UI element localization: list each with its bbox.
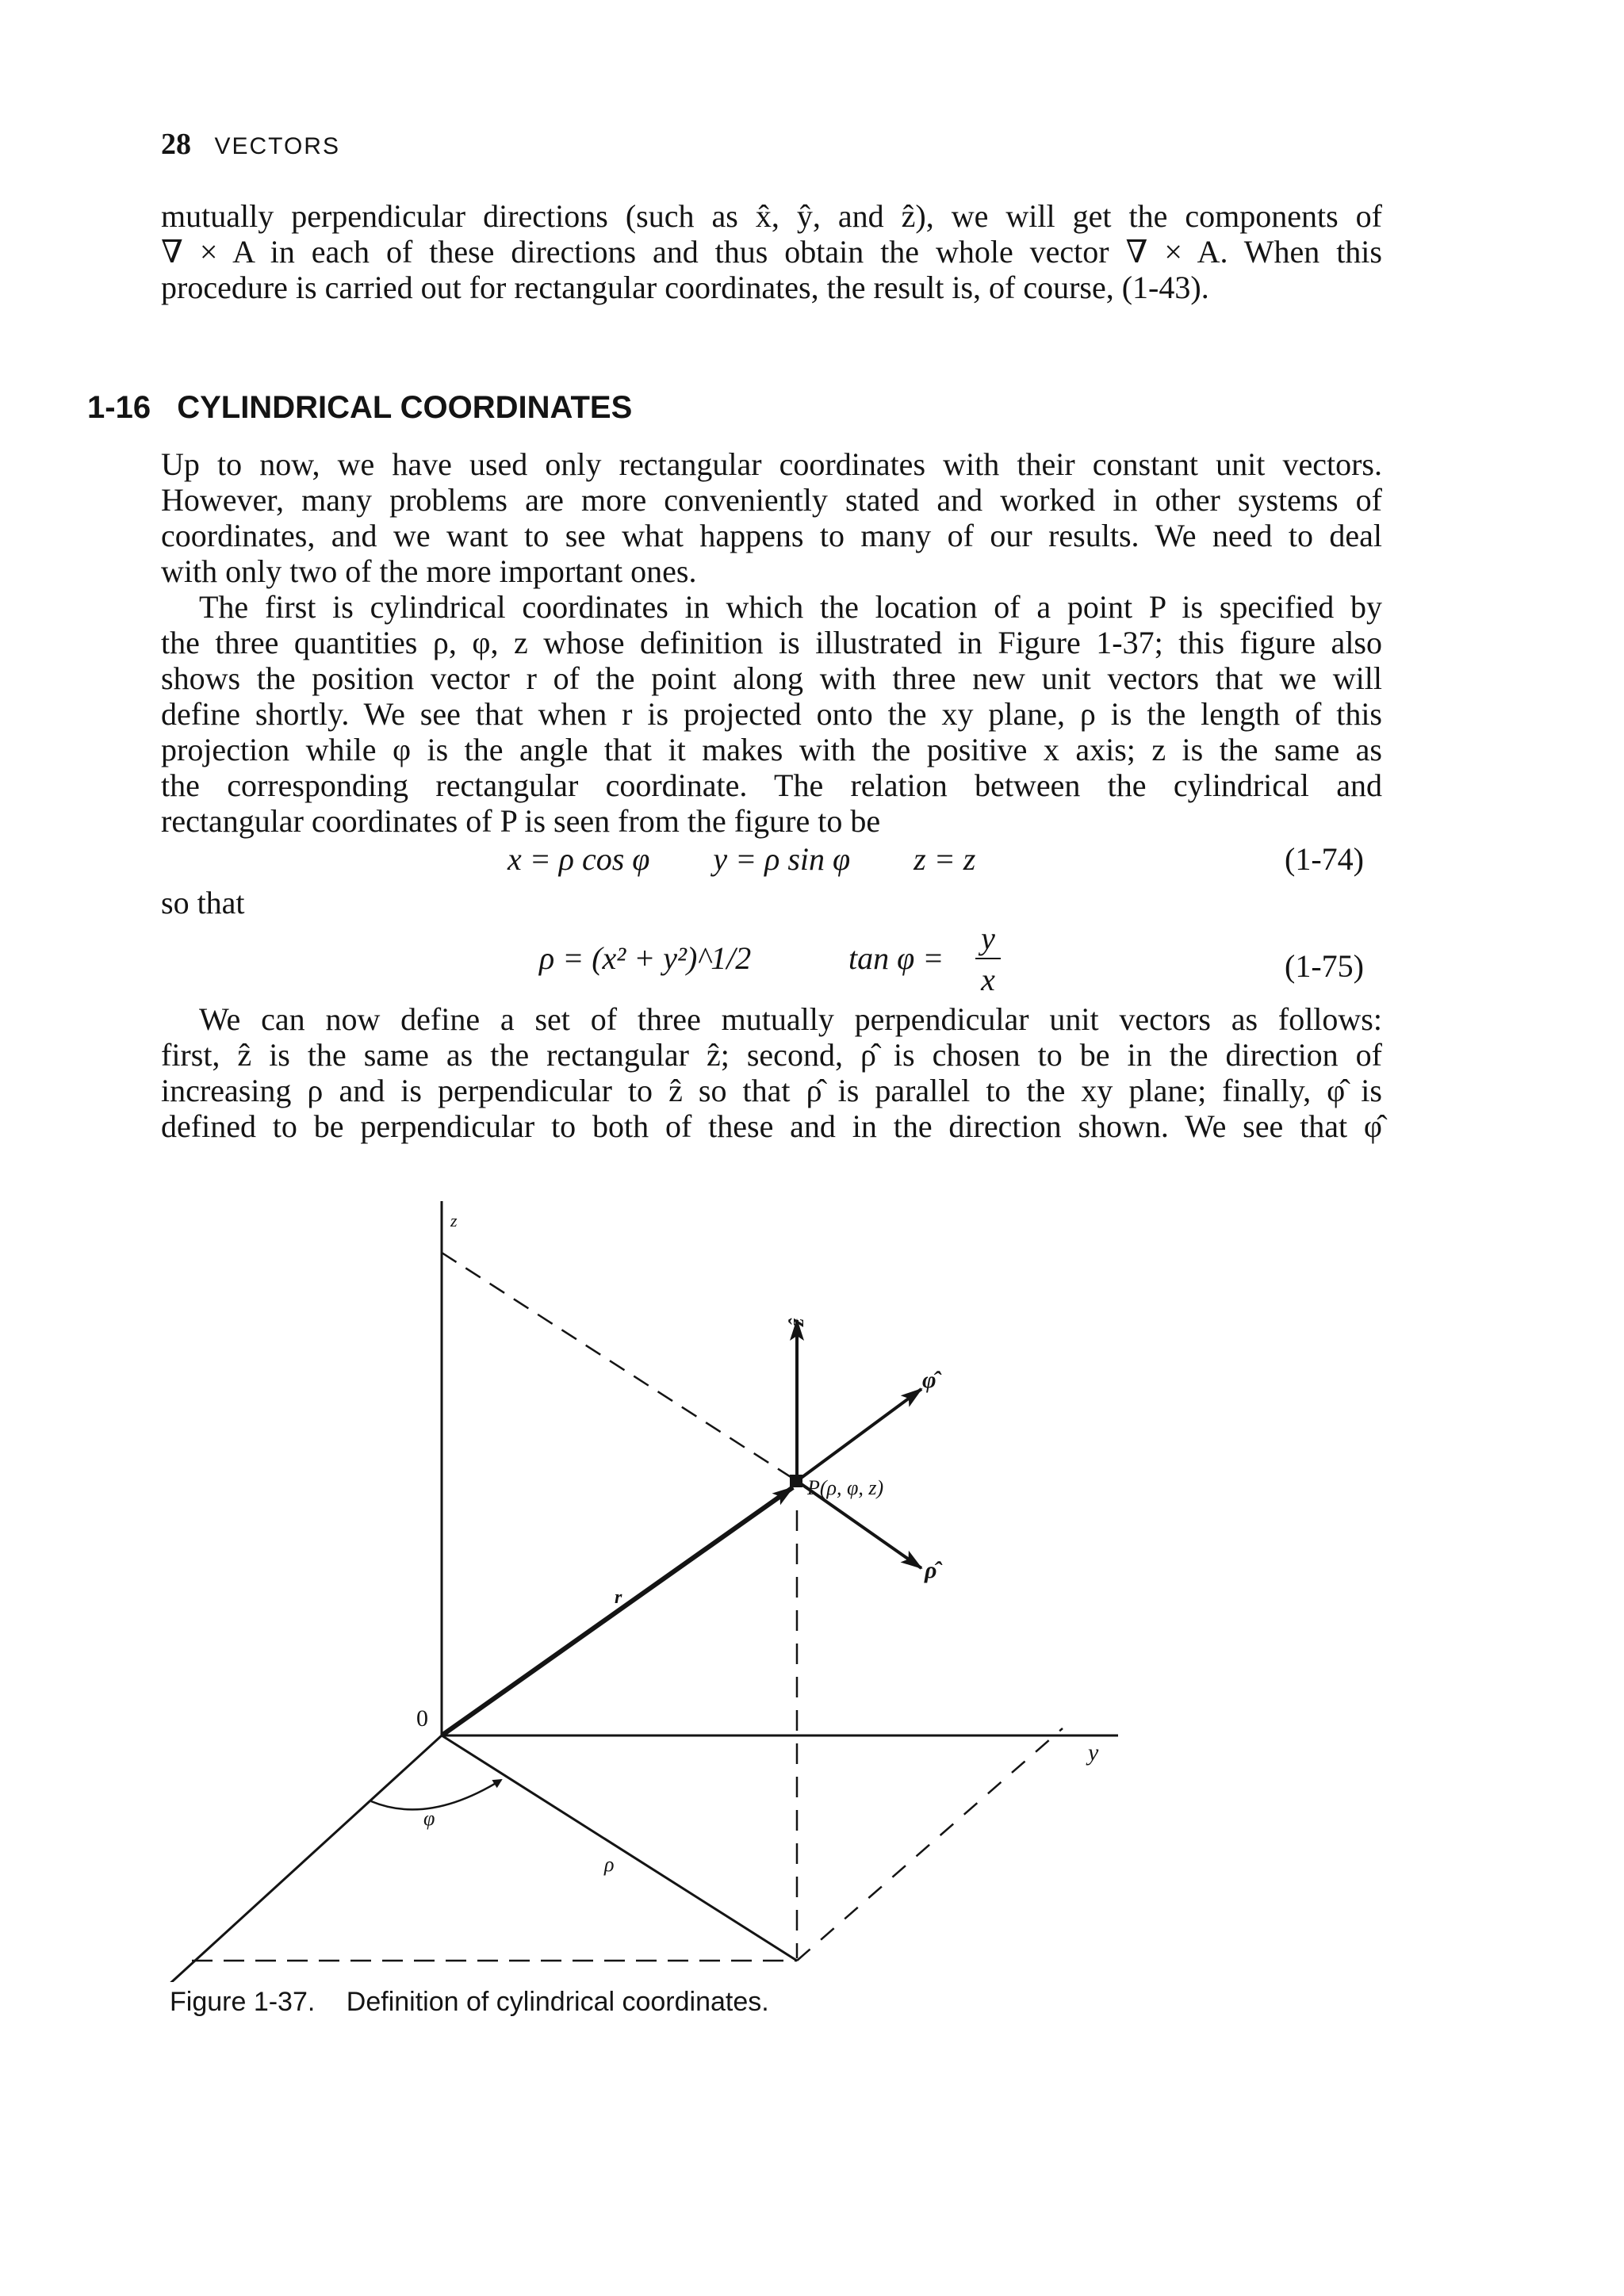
rho-length-label: ρ [604,1853,615,1876]
running-head [161,127,340,162]
point-p-label: P(ρ, φ, z) [807,1476,884,1499]
figure-caption-text: Definition of cylindrical coordinates. [346,1987,769,2017]
section-number: 1-16 [87,390,151,425]
text-line: with only two of the more important ones. [161,553,697,589]
text-line: projection while φ is the angle that it makes with the positive x axis; z is the same as [161,732,1382,767]
fraction-numerator: y [981,920,995,956]
phi-hat-label: φ̂ [922,1367,936,1393]
text-line: the three quantities ρ, φ, z whose definition is illustrated in Figure 1-37; this figure also [161,625,1382,660]
text-line: first, ẑ is the same as the rectangular ẑ; second, ρ̂ is chosen to be in the direction of [161,1037,1382,1073]
equation-1-74: x = ρ cos φ y = ρ sin φ z = z [508,841,976,877]
figure-caption [170,1987,769,2018]
dashed-line-parallel-x [797,1728,1063,1961]
so-that-text: so that [161,885,245,920]
equation-number: (1-75) [1285,948,1364,984]
section-heading [87,390,632,426]
cylindrical-coordinates-figure [0,1189,1624,1982]
phi-hat-vector [797,1389,921,1481]
text-line: rectangular coordinates of P is seen from the figure to be [161,803,881,839]
text-line: the corresponding rectangular coordinate. The relation between the cylindrical and [161,767,1382,803]
running-title: VECTORS [214,133,340,159]
position-vector-r [442,1487,793,1735]
equation-1-75-rho: ρ = (x² + y²)^1/2 [539,940,752,976]
dashed-line-z-to-p [442,1253,797,1481]
page-number: 28 [161,128,191,161]
text-line: procedure is carried out for rectangular coordinates, the result is, of course, (1-43). [161,270,1209,305]
text-line: shows the position vector r of the point along with three new unit vectors that we will [161,660,1382,696]
paragraph-overview [161,446,1382,589]
fraction-denominator: x [981,962,995,997]
text-line: However, many problems are more conveniently stated and worked in other systems of [161,482,1382,518]
text-line: defined to be perpendicular to both of these and in the direction shown. We see that φ̂ [161,1108,1382,1144]
origin-label: 0 [416,1705,428,1732]
phi-angle-arc [371,1780,501,1809]
text-line: define shortly. We see that when r is projected onto the xy plane, ρ is the length of this [161,696,1382,732]
text-line: coordinates, and we want to see what happens to many of our results. We need to deal [161,518,1382,553]
text-line: increasing ρ and is perpendicular to ẑ so that ρ̂ is parallel to the xy plane; finally, φ̂ is [161,1073,1382,1108]
phi-angle-label: φ [423,1807,435,1830]
paragraph-unit-vectors [161,1001,1382,1144]
point-p-marker [790,1475,802,1487]
text-line: ∇ × A in each of these directions and thus obtain the whole vector ∇ × A. When this [161,234,1382,270]
rho-hat-label: ρ̂ [925,1557,937,1583]
x-axis-line [159,1735,442,1982]
text-line: Up to now, we have used only rectangular coordinates with their constant unit vectors. [161,446,1382,482]
figure-number: Figure 1-37. [170,1987,316,2017]
paragraph-intro-continuation [161,198,1382,305]
fraction-bar [975,958,1001,959]
y-axis-label: y [1088,1739,1099,1766]
z-hat-label: ẑ [785,1318,808,1326]
paragraph-cylindrical-definition [161,589,1382,839]
text-line: We can now define a set of three mutually perpendicular unit vectors as follows: [199,1001,1382,1037]
z-axis-label: z [450,1211,458,1230]
text-line: The first is cylindrical coordinates in which the location of a point P is specified by [199,589,1382,625]
rho-projection-line [442,1735,797,1961]
text-line: mutually perpendicular directions (such as x̂, ŷ, and ẑ), we will get the components of [161,198,1382,234]
section-title: CYLINDRICAL COORDINATES [177,390,633,425]
r-label: r [615,1587,622,1608]
equation-number: (1-74) [1285,841,1364,877]
equation-1-75-tan: tan φ = [848,940,944,976]
